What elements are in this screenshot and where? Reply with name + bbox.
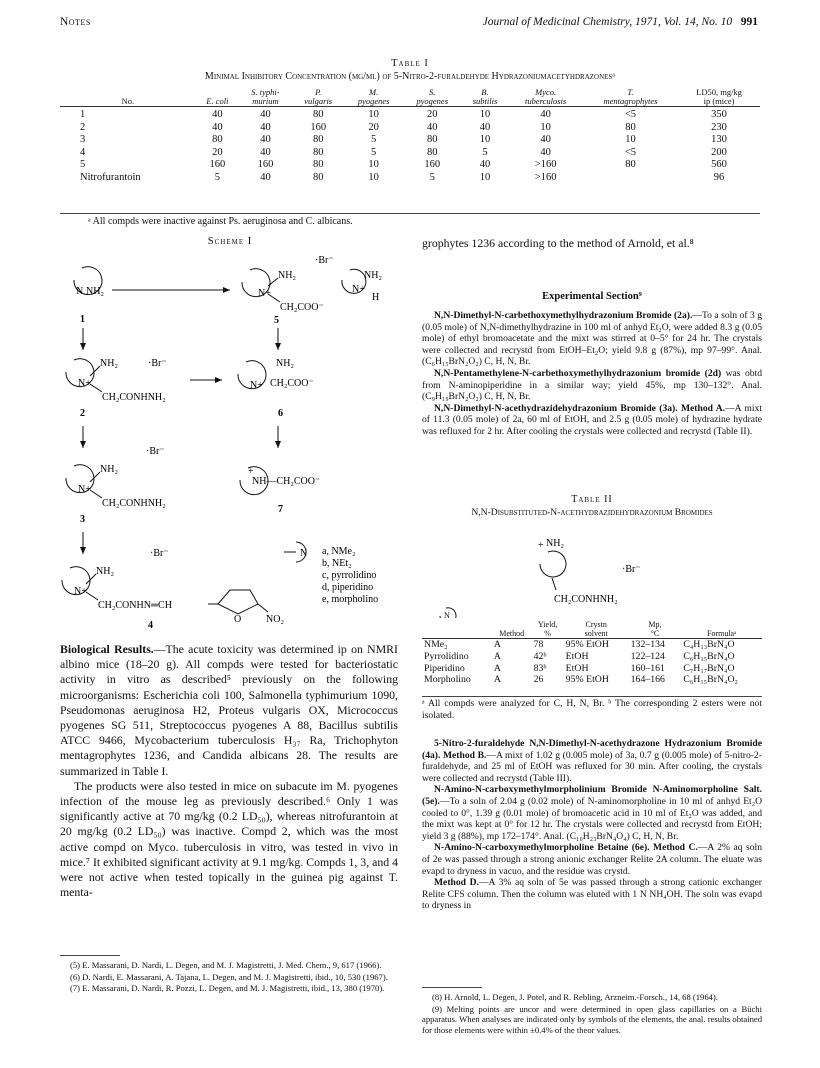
table-cell: 40: [479, 159, 491, 170]
compound-7: [240, 466, 320, 515]
right-continuation: grophytes 1236 according to the method of Arnold, et al.⁸: [422, 236, 694, 250]
table2-header-4: Mp, °C: [629, 620, 682, 639]
table-cell: A: [493, 662, 501, 674]
table-cell: 80: [312, 146, 324, 158]
table2-header-5: Formulaᵃ: [681, 620, 762, 639]
table-cell: 95% EtOH: [565, 674, 609, 686]
svg-text:6: 6: [278, 408, 283, 419]
svg-text:·Br⁻: ·Br⁻: [146, 446, 165, 457]
page-number: 991: [740, 16, 758, 28]
scheme-diagram: [60, 250, 400, 630]
table-cell: EtOH: [565, 650, 589, 662]
table-cell: 20: [368, 121, 379, 133]
svg-text:N+: N+: [78, 484, 91, 495]
table-cell: 10: [625, 134, 636, 145]
table-cell: 40: [260, 121, 271, 133]
table-cell: 40: [540, 146, 551, 158]
table-cell: 4: [80, 146, 86, 158]
svg-text:NH₂: NH₂: [364, 270, 382, 281]
svg-text:NH₂: NH₂: [278, 270, 296, 281]
svg-text:NH₂: NH₂: [276, 358, 294, 369]
table-cell: 26: [533, 674, 544, 686]
table1-caption: Table I: [391, 58, 429, 69]
table2-structure: [422, 532, 762, 618]
table-cell: 40: [260, 146, 271, 158]
svg-text:·Br⁻: ·Br⁻: [148, 358, 167, 369]
table1-header-9: LD50, mg/kg ip (mice): [678, 88, 760, 107]
svg-text:CH₂COO⁻: CH₂COO⁻: [280, 302, 324, 313]
table-cell: NMe₂: [424, 639, 448, 650]
table1-header-3: P. vulgaris: [292, 88, 344, 107]
svg-text:N+: N+: [250, 380, 263, 391]
table-cell: 164–166: [630, 674, 665, 686]
svg-text:NH₂: NH₂: [96, 566, 114, 577]
svg-text:d, piperidino: d, piperidino: [322, 582, 374, 593]
table-cell: >160: [534, 159, 557, 170]
table-cell: 10: [479, 109, 491, 120]
biological-results: Biological Results.—The acute toxicity was determined ip on NMRI albino mice (18–20 g). All compds were tested for bacteriostatic activity in vitro as described⁵ previously on the following microorganisms: Escherichia coli 100, Salmonella typhimurium 1090, Pseudomonas aeruginosa H2, Proteus vulgaris OX, Micrococcus pyogenes SG 511, Streptococcus pyogenes A 88, Bacillus subtilis ATCC 9466, Mycobacterium tuberculosis H₃₇ Ra, Trichophyton mentagrophytes 1236, and Candida albicans 28. The results are summarized in Table I. The products were also tested in mice on subacute im M. pyogenes infection of the mouse leg as previously described.⁶ Only 1 was significantly active at 70 mg/kg (0.2 LD₅₀), whereas nitrofurantoin at 20 mg/kg (0.2 LD₅₀) was inactive. Compd 2, which was the most active compd on Myco. tuberculosis in vitro, was tested in vivo in mice.⁷ It exhibited significant activity at 9.1 mg/kg. Compds 1, 3, and 4 were not active when tested topically in the guinea pig against T. menta-: [60, 642, 398, 900]
compound-1: [74, 267, 104, 325]
table-cell: 80: [312, 171, 324, 183]
table-cell: 80: [426, 134, 438, 145]
table-cell: 80: [426, 146, 438, 158]
table-cell: 10: [368, 109, 379, 120]
table1-header-4: M. pyogenes: [344, 88, 403, 107]
table-row: [422, 674, 762, 686]
table1: [60, 88, 760, 184]
table-cell: 1: [80, 109, 86, 120]
table-cell: 83ᵇ: [533, 662, 547, 674]
table-cell: 80: [625, 159, 636, 170]
table-cell: 80: [212, 134, 223, 145]
table-row: [60, 147, 760, 160]
compound-6: [238, 358, 314, 419]
experimental-section: N,N-Dimethyl-N-carbethoxymethylhydrazonium Bromide (2a).—To a soln of 3 g (0.05 mole) of N,N-dimethylhydrazine in 100 ml of anhyd Et₂O, were added 8.3 g (0.05 mole) of ethyl bromoacetate and the mixt was stirred at 0–5° for 24 hr. The crystals were collected and recrystd from EtOH–Et₂O; yield 9.8 g (87%), mp 97–99°. Anal. (C₆H₁₅BrN₂O₂) C, H, N, Br. N,N-Pentamethylene-N-carbethoxymethylhydrazonium bromide (2d) was obtd from N-aminopiperidine in a similar way; yield 45%, mp 130–132°. Anal. (C₉H₁₉BrN₂O₂) C, H, N, Br. N,N-Dimethyl-N-acethydrazidehydrazonium Bromide (3a). Method A.—A mixt of 11.3 (0.05 mole) of 2a, 60 ml of EtOH, and 2.5 g (0.05 mole) of hydrazine hydrate was refluxed for 2 hr. After cooling the crystals were collected and recrystd (Table II).: [422, 310, 762, 437]
table-cell: 40: [540, 109, 551, 120]
table1-header-5: S. pyogenes: [403, 88, 462, 107]
table-cell: 40: [260, 109, 271, 120]
svg-text:N: N: [444, 611, 450, 618]
table-cell: A: [493, 639, 501, 650]
table-cell: 160: [310, 121, 327, 133]
table-cell: 80: [625, 121, 636, 133]
table1-header-0: No.: [60, 88, 196, 107]
svg-text:CH₂CONHNH₂: CH₂CONHNH₂: [102, 498, 166, 509]
table-cell: 560: [711, 159, 727, 170]
biological-heading: Biological Results.: [60, 642, 154, 656]
svg-text:N+: N+: [78, 378, 91, 389]
table1-header-1: E. coli: [196, 88, 239, 107]
table-cell: 10: [540, 121, 551, 133]
table-row: [422, 663, 762, 675]
table2-bottom-rule: [422, 696, 762, 697]
table-cell: 40: [212, 121, 223, 133]
svg-text:c, pyrrolidino: c, pyrrolidino: [322, 570, 377, 581]
svg-text:NH₂: NH₂: [86, 286, 104, 297]
table-row: [422, 639, 762, 651]
table-cell: 40: [212, 109, 223, 120]
table-cell: 40: [426, 121, 438, 133]
experimental-heading: Experimental Section⁹: [542, 291, 642, 302]
table-cell: 230: [711, 121, 727, 133]
table-cell: 10: [368, 171, 379, 183]
right-footnotes: (8) H. Arnold, L. Degen, J. Potel, and R. Rebling, Arzneim.-Forsch., 14, 68 (1964). (9) Melting points are uncor and were determined in open glass capillaries on a Büchi apparatus. When analyses are indicated only by symbols of the elements, the anal. results obtained for those elements were within ±0.4% of the theor values.: [422, 992, 762, 1035]
table-cell: Piperidino: [424, 662, 465, 674]
svg-text:5: 5: [274, 315, 279, 326]
table-cell: 200: [711, 146, 727, 158]
table-cell: 80: [312, 109, 324, 120]
table-cell: 160: [257, 159, 274, 170]
table-cell: 160: [424, 159, 441, 170]
svg-text:NH₂: NH₂: [100, 464, 118, 475]
table1-footnote: ᵃ All compds were inactive against Ps. aeruginosa and C. albicans.: [88, 216, 353, 227]
table-row: [60, 134, 760, 147]
table2-header-2: Yield, %: [532, 620, 564, 639]
svg-text:1: 1: [80, 314, 85, 325]
svg-text:CH₂CONHNH₂: CH₂CONHNH₂: [554, 594, 618, 605]
svg-text:a, NMe₂: a, NMe₂: [322, 546, 356, 557]
table1-header-6: B. subtilis: [462, 88, 509, 107]
table-cell: Morpholino: [424, 674, 471, 686]
table-cell: <5: [624, 109, 637, 120]
table-cell: 40: [260, 171, 271, 183]
svg-text:O: O: [234, 614, 242, 625]
svg-text:N+: N+: [352, 284, 365, 295]
table-cell: 10: [368, 159, 379, 170]
table2-caption: Table II: [571, 494, 613, 505]
table2-title: N,N-Disubstituted-N-acethydrazidehydrazonium Bromides: [471, 507, 713, 518]
svg-text:e, morpholino: e, morpholino: [322, 594, 379, 605]
table-cell: EtOH: [565, 662, 589, 674]
scheme-caption: Scheme I: [207, 236, 253, 247]
svg-text:·Br⁻: ·Br⁻: [622, 564, 641, 575]
table-cell: 3: [80, 134, 86, 145]
table-cell: 2: [80, 121, 86, 133]
table-cell: <5: [624, 146, 637, 158]
table-row: [60, 122, 760, 135]
left-footnotes: (5) E. Massarani, D. Nardi, L. Degen, and M. J. Magistretti, J. Med. Chem., 9, 617 (1966). (6) D. Nardi, E. Massarani, A. Tajana, L. Degen, and M. J. Magistretti, ibid., 10, 530 (1967). (7) E. Massarani, D. Nardi, R. Pozzi, L. Degen, and M. J. Magistretti, ibid., 13, 380 (1970).: [70, 960, 388, 993]
table-cell: 40: [479, 121, 491, 133]
svg-text:N: N: [300, 548, 308, 559]
table-cell: 122–124: [630, 650, 665, 662]
table2-header-1: Method: [492, 620, 532, 639]
table-row: [422, 651, 762, 663]
table-row: [60, 107, 760, 122]
svg-text:N: N: [76, 286, 84, 297]
footnote-rule-left: [60, 955, 120, 956]
table-cell: 132–134: [630, 639, 665, 650]
table2: [422, 620, 762, 686]
table1-header-2: S. typhi- murium: [239, 88, 292, 107]
svg-text:NO₂: NO₂: [266, 614, 284, 625]
experimental-section-continued: 5-Nitro-2-furaldehyde N,N-Dimethyl-N-acethydrazone Hydrazonium Bromide (4a). Method B.—A mixt of 1.02 g (0.005 mole) of 3a, 0.7 g (0.005 mole) of 5-nitro-2-furaldehyde, and 25 ml of EtOH was refluxed for 30 min. After cooling, the crystals were collected and recrystd (Table III). N-Amino-N-carboxymethylmorpholinium Bromide N-Aminomorpholine Salt. (5e).—To a soln of 2.04 g (0.02 mole) of N-aminomorpholine in 10 ml of anhyd Et₂O cooled to 0°, 1.39 g (0.01 mole) of bromoacetic acid in 10 ml of Et₂O was added, and the mixt was kept at 0° for 12 hr. The crystals were collected and recrystd from EtOH; yield 3 g (88%), mp 172–174°. Anal. (C₁₀H₂₃BrN₄O₄) C, H, N, Br. N-Amino-N-carboxymethylmorpholine Betaine (6e). Method C.—A 2% aq soln of 2e was passed through a strong anionic exchanger Relite 2A column. The eluate was evapd to dryness in vacuo, and the residue was crystd. Method D.—A 3% aq soln of 5e was passed through a strong cationic exchanger Relite CFS column. Then the column was eluted with 1 N NH₄OH. The soln was evapd to dryness in: [422, 738, 762, 912]
table-cell: 20: [426, 109, 438, 120]
table-cell: 5: [482, 146, 488, 158]
table1-bottom-rule: [60, 213, 760, 214]
journal-citation: Journal of Medicinal Chemistry, 1971, Vol. 14, No. 10 991: [482, 16, 758, 28]
table2-footnote: ᵃ All compds were analyzed for C, H, N, Br. ᵇ The corresponding 2 esters were not isolated.: [422, 698, 762, 721]
table-cell: 40: [260, 134, 271, 145]
table-cell: 160: [209, 159, 226, 170]
svg-text:CH₂CONHNH₂: CH₂CONHNH₂: [102, 392, 166, 403]
svg-text:H: H: [372, 292, 380, 303]
table-cell: 40: [540, 134, 551, 145]
svg-text:·Br⁻: ·Br⁻: [315, 255, 334, 266]
table-cell: 20: [212, 146, 223, 158]
table1-title: Minimal Inhibitory Concentration (µg/ml) of 5-Nitro-2-furaldehyde Hydrazoniumacetyhdrazonesᵃ: [204, 71, 616, 82]
svg-text:·Br⁻: ·Br⁻: [150, 548, 169, 559]
svg-text:NH₂: NH₂: [546, 538, 564, 549]
scheme-legend: [284, 542, 378, 605]
table-cell: 42ᵇ: [533, 650, 547, 662]
svg-text:NH—CH₂COO⁻: NH—CH₂COO⁻: [252, 476, 321, 487]
table-cell: 80: [312, 159, 324, 170]
table-cell: 160–161: [630, 662, 665, 674]
table-cell: 130: [711, 134, 727, 145]
svg-text:+: +: [248, 466, 254, 477]
svg-text:7: 7: [278, 504, 283, 515]
table-cell: 5: [429, 171, 435, 183]
table-cell: 350: [711, 109, 727, 120]
table-cell: Pyrrolidino: [424, 650, 469, 662]
table-cell: 80: [312, 134, 324, 145]
svg-text:3: 3: [80, 514, 85, 525]
svg-text:NH₂: NH₂: [100, 358, 118, 369]
svg-text:+: +: [538, 540, 544, 551]
table-cell: 10: [479, 134, 491, 145]
table-cell: C₇H₁₇BrN₄O: [683, 662, 735, 674]
table-cell: C₆H₁₅BrN₄O₂: [683, 674, 738, 686]
page-header: [60, 16, 758, 34]
table-cell: 5: [371, 134, 377, 145]
svg-text:CH₂CONHN═CH: CH₂CONHN═CH: [98, 600, 172, 611]
compound-betaine: [342, 269, 382, 303]
table-cell: Nitrofurantoin: [80, 171, 141, 183]
table-cell: A: [493, 650, 501, 662]
table-cell: 5: [214, 171, 220, 183]
table-cell: 5: [80, 159, 86, 170]
table-cell: [583, 172, 678, 185]
svg-text:N+: N+: [258, 288, 271, 299]
table2-header-0: [422, 620, 492, 639]
table-cell: C₄H₁₃BrN₄O: [683, 639, 735, 650]
compound-5: [242, 255, 334, 326]
compound-2: [66, 358, 167, 419]
table-cell: 10: [479, 171, 491, 183]
table1-header-7: Myco. tuberculosis: [508, 88, 582, 107]
table2-header-3: Crystn solvent: [564, 620, 629, 639]
table1-header-8: T. mentagrophytes: [583, 88, 678, 107]
section-label: Notes: [60, 16, 91, 28]
table-row: [60, 172, 760, 185]
table-cell: >160: [534, 171, 557, 183]
table-cell: 95% EtOH: [565, 639, 609, 650]
compound-4: [62, 548, 284, 630]
table-cell: 96: [713, 171, 725, 183]
table-cell: 78: [533, 639, 544, 650]
table-row: [60, 159, 760, 172]
svg-text:4: 4: [148, 620, 153, 630]
svg-text:2: 2: [80, 408, 85, 419]
svg-text:CH₂COO⁻: CH₂COO⁻: [270, 378, 314, 389]
table-cell: C₆H₁₅BrN₄O: [683, 650, 735, 662]
table-cell: A: [493, 674, 501, 686]
svg-text:b, NEt₂: b, NEt₂: [322, 558, 352, 569]
svg-text:N+: N+: [74, 586, 87, 597]
table-cell: 5: [371, 146, 377, 158]
footnote-rule-right: [422, 987, 482, 988]
compound-3: [66, 446, 166, 525]
